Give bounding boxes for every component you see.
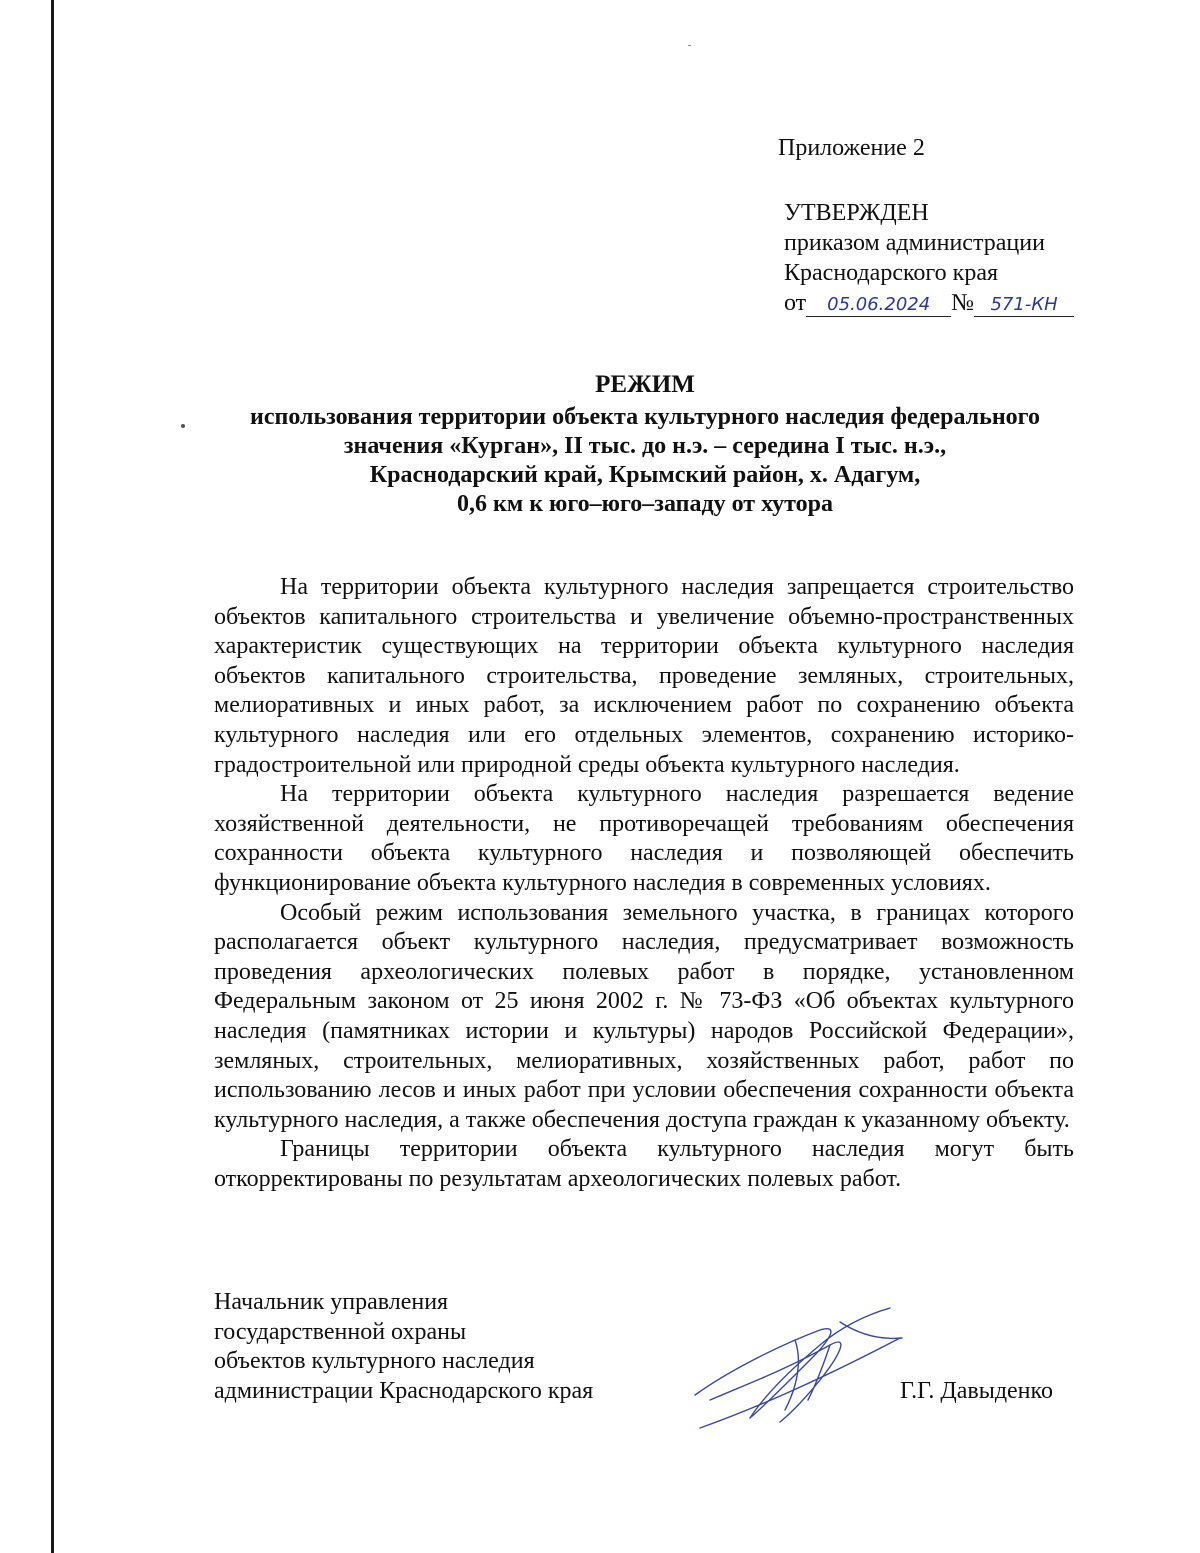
position-line: Начальник управления [214,1289,449,1315]
position-line: администрации Краснодарского края [214,1377,594,1404]
scan-speck [688,45,691,46]
handwritten-signature [690,1300,910,1430]
signer-name: Г.Г. Давыденко [900,1378,1053,1404]
position-line: объектов культурного наследия [214,1348,535,1375]
title-main: РЕЖИМ [595,371,695,398]
paragraph: На территории объекта культурного наследия разрешается ведение хозяйственной деятельности, не противоречащей требованиям обеспечения сохранности объекта культурного наследия и позволяющей обеспечить функционирование объекта культурного наследия в современных условиях. [214,781,1074,896]
title-line: Краснодарский край, Крымский район, х. Адагум, [369,462,921,488]
appendix-label: Приложение 2 [778,135,925,161]
title-line: 0,6 км к юго–юго–западу от хутора [457,491,833,517]
paragraph: Особый режим использования земельного участка, в границах которого располагается объект культурного наследия, предусматривает возможность проведения археологических полевых работ в порядке, установленном Федеральным законом от 25 июня 2002 г. № 73-ФЗ «Об объектах культурного наследия (памятниках истории и культуры) народов Российской Федерации», земляных, строительных, мелиоративных, хозяйственных работ, работ по использованию лесов и иных работ при условии обеспечения сохранности объекта культурного наследия, а также обеспечения доступа граждан к указанному объекту. [214,899,1074,1133]
paragraph: На территории объекта культурного наследия запрещается строительство объектов капитального строительства и увеличение объемно-пространственных характеристик существующих на территории объекта культурного наследия объектов капитального строительства, проведение земляных, строительных, мелиоративных и иных работ, за исключением работ по сохранению объекта культурного наследия или его отдельных элементов, сохранению историко-градостроительной или природной среды объекта культурного наследия. [214,574,1074,778]
scan-dot [181,424,185,428]
approval-line: УТВЕРЖДЕН [784,200,929,226]
title-line: использования территории объекта культурного наследия федерального [250,404,1040,430]
handwritten-order-number: 571-КН [974,294,1074,317]
date-prefix: от [784,290,807,316]
approval-line: приказом администрации [784,230,1045,256]
approval-line: Краснодарского края [784,260,999,286]
number-prefix: № [951,290,975,316]
document-body [214,573,1074,1194]
document-title [200,370,1090,519]
paragraph: Границы территории объекта культурного наследия могут быть откорректированы по результатам археологических полевых работ. [214,1136,1074,1192]
order-date-number-line [784,288,1074,318]
position-line: государственной охраны [214,1318,467,1345]
page-edge [51,0,54,1553]
title-line: значения «Курган», II тыс. до н.э. – середина I тыс. н.э., [343,433,947,459]
approval-block [784,198,1074,318]
handwritten-date: 05.06.2024 [806,294,951,317]
signoff-position [214,1288,593,1406]
